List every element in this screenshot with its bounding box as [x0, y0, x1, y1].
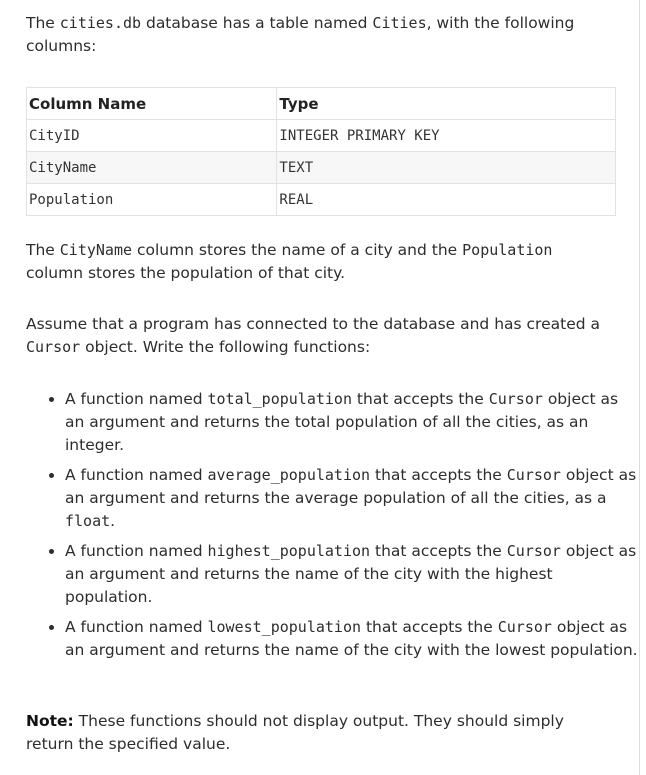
table-header-row [27, 88, 616, 120]
cell-type: INTEGER PRIMARY KEY [277, 120, 616, 152]
assume-text-1: Assume that a program has connected to the database and has created a [26, 315, 600, 333]
item-mid: that accepts the [352, 390, 489, 408]
list-item [65, 616, 640, 662]
assume-paragraph [26, 313, 611, 359]
cell-column-name: Population [27, 184, 277, 216]
description-paragraph [26, 239, 611, 285]
note-text: These functions should not display output. They should simply return the specified value. [26, 712, 564, 753]
cursor-term: Cursor [26, 338, 81, 356]
table-row [27, 120, 616, 152]
header-column-name: Column Name [27, 88, 277, 120]
note-paragraph [26, 710, 611, 756]
column-cityname: CityName [59, 241, 133, 259]
item-prefix: A function named [65, 618, 208, 636]
cursor-term: Cursor [488, 390, 543, 408]
intro-text-3: , with the following columns: [26, 14, 575, 55]
function-name: total_population [207, 390, 352, 408]
cursor-term: Cursor [506, 466, 561, 484]
intro-text-2: database has a table named [141, 14, 373, 32]
note-label: Note: [26, 712, 74, 730]
item-rest: object as an argument and returns the name of the city with the highest population. [65, 542, 637, 606]
function-name: lowest_population [207, 618, 362, 636]
table-name: Cities [372, 14, 427, 32]
item-mid: that accepts the [370, 466, 507, 484]
item-end: . [110, 512, 116, 530]
item-rest: object as an argument and returns the average population of all the cities, as a [65, 466, 637, 507]
item-mid: that accepts the [370, 542, 507, 560]
item-prefix: A function named [65, 466, 208, 484]
cell-column-name: CityName [27, 152, 277, 184]
intro-text-1: The [26, 14, 60, 32]
item-mid: that accepts the [361, 618, 498, 636]
columns-table [26, 87, 616, 216]
cursor-term: Cursor [506, 542, 561, 560]
cell-type: REAL [277, 184, 616, 216]
item-rest: object as an argument and returns the total population of all the cities, as an integer. [65, 390, 619, 454]
desc-text-3: column stores the population of that city. [26, 264, 346, 282]
assume-text-2: object. Write the following functions: [80, 338, 371, 356]
list-item [65, 388, 640, 457]
item-prefix: A function named [65, 390, 208, 408]
desc-text-2: column stores the name of a city and the [132, 241, 463, 259]
list-item [65, 540, 640, 609]
return-type: float [65, 512, 111, 530]
intro-paragraph [26, 12, 611, 58]
function-name: highest_population [207, 542, 371, 560]
list-item [65, 464, 640, 533]
desc-text-1: The [26, 241, 60, 259]
cursor-term: Cursor [497, 618, 552, 636]
column-population: Population [462, 241, 553, 259]
cell-type: TEXT [277, 152, 616, 184]
table-row [27, 184, 616, 216]
item-prefix: A function named [65, 542, 208, 560]
table-row [27, 152, 616, 184]
item-rest: object as an argument and returns the name of the city with the lowest population. [65, 618, 638, 659]
cell-column-name: CityID [27, 120, 277, 152]
header-type: Type [277, 88, 616, 120]
function-list [45, 388, 640, 669]
database-name: cities.db [59, 14, 142, 32]
function-name: average_population [207, 466, 371, 484]
